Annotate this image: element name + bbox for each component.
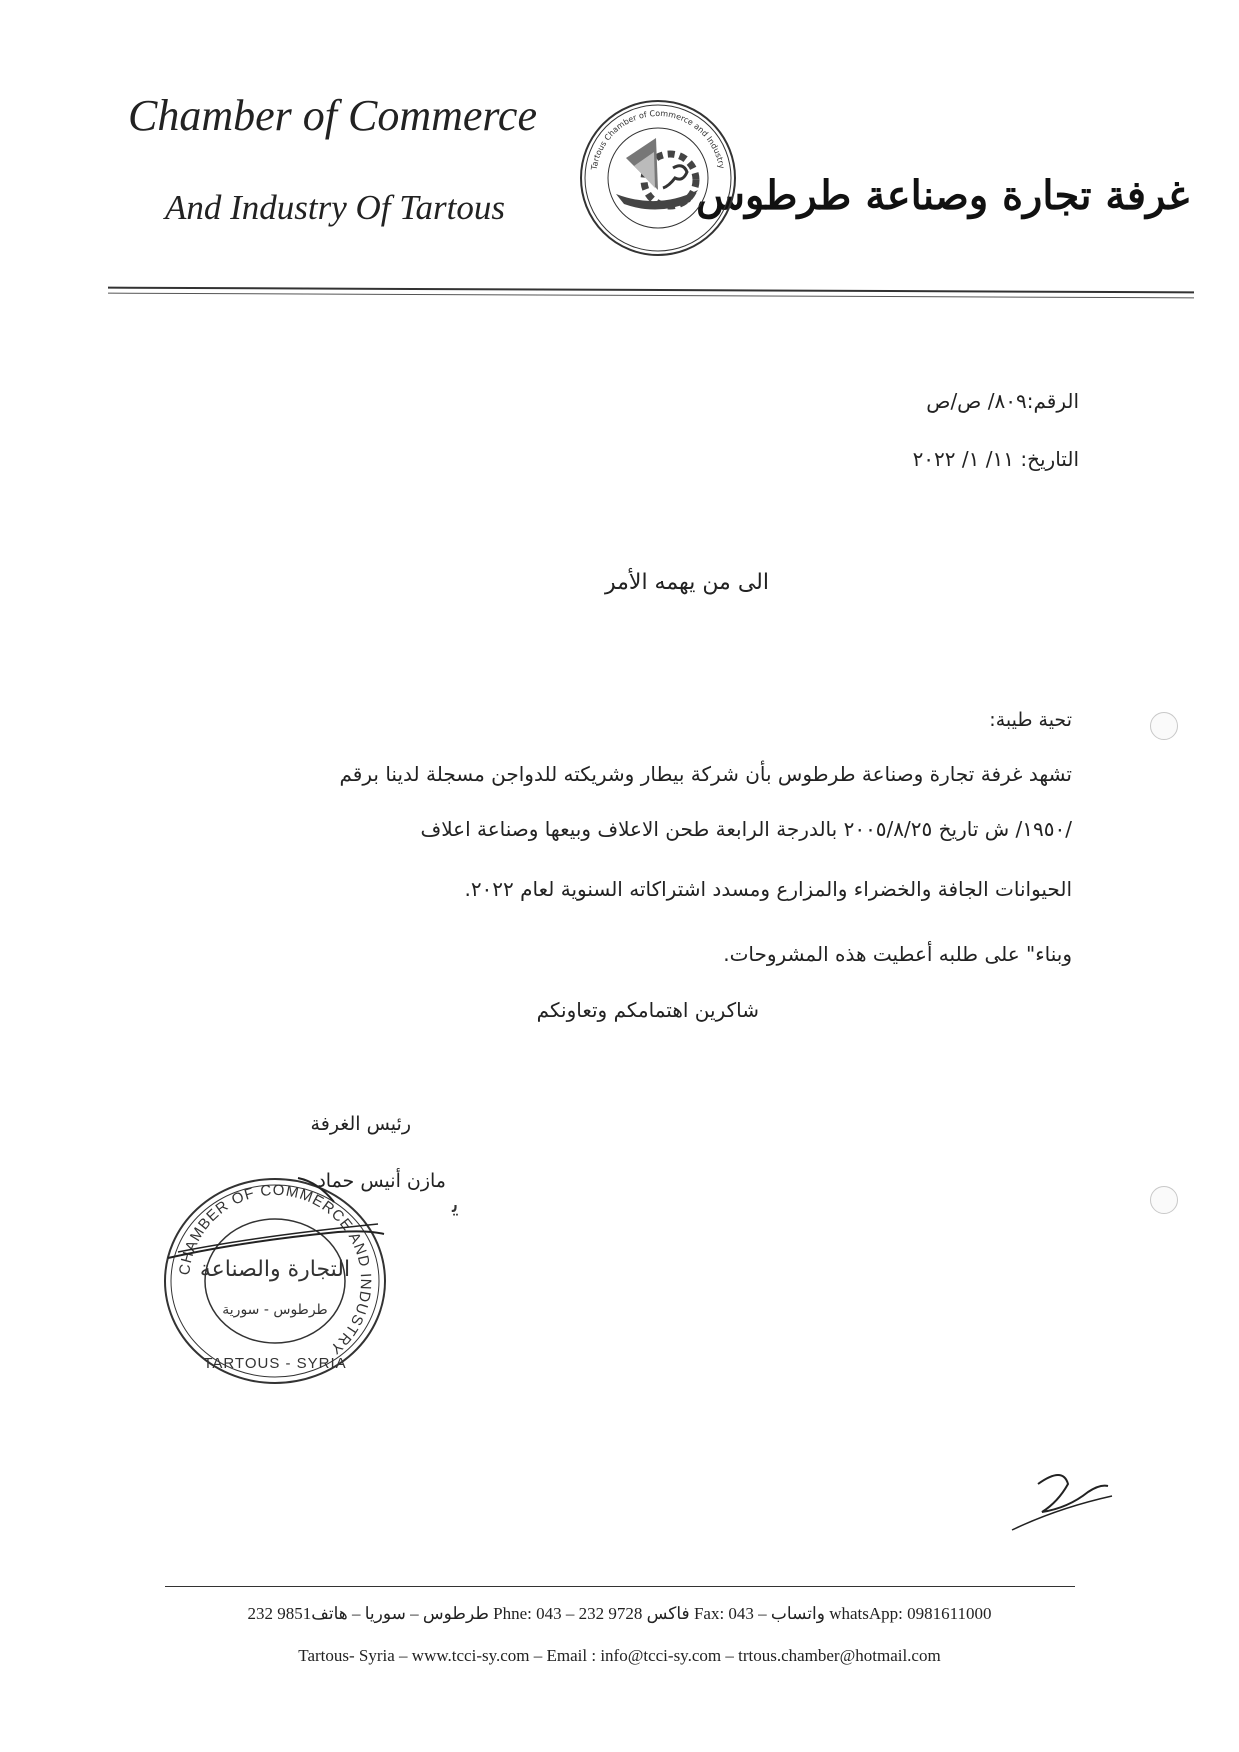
letter-line-3: الحيوانات الجافة والخضراء والمزارع ومسدد اشتراكاته السنوية لعام ٢٠٢٢.: [464, 877, 1072, 901]
svg-text:CHAMBER OF COMMERCE AND INDUST: CHAMBER OF COMMERCE AND INDUSTRY: [176, 1181, 375, 1358]
header-title-ar: غرفة تجارة وصناعة طرطوس: [696, 172, 1189, 219]
official-stamp: [158, 1172, 392, 1390]
letter-line-4: وبناء" على طلبه أعطيت هذه المشروحات.: [723, 942, 1072, 966]
footer-web-line: Tartous- Syria – www.tcci-sy.com – Email : info@tcci-sy.com – trtous.chamber@hotmail.com: [298, 1646, 941, 1665]
signatory-role: رئيس الغرفة: [310, 1113, 411, 1135]
letter-closing: شاكرين اهتمامكم وتعاونكم: [536, 998, 759, 1022]
reference-date: التاريخ: ١١/ ١/ ٢٠٢٢: [912, 447, 1079, 471]
svg-text:TARTOUS - SYRIA: TARTOUS - SYRIA: [203, 1355, 347, 1372]
reference-number: الرقم:٨٠٩/ ص/ص: [926, 389, 1079, 413]
binder-hole-top: [1150, 712, 1178, 740]
svg-text:طرطوس - سورية: طرطوس - سورية: [222, 1302, 328, 1318]
svg-text:التجارة والصناعة: التجارة والصناعة: [199, 1257, 351, 1282]
header-title-en: Chamber of Commerce: [128, 91, 537, 140]
footer-contact-line: طرطوس – سوريا – هاتف9851 232 Phne: 043 – فاكس 9728 232 Fax: 043 – واتساب whatsApp: 0981611000: [247, 1604, 992, 1623]
initials-signature: [1008, 1462, 1118, 1542]
svg-text:Tartous Chamber of Commerce an: Tartous Chamber of Commerce and Industry: [589, 108, 727, 171]
header-subtitle-en: And Industry Of Tartous: [165, 188, 506, 227]
binder-hole-bottom: [1150, 1186, 1178, 1214]
signature-mark-small: ﯾ: [452, 1190, 459, 1218]
letter-addressee: الى من يهمه الأمر: [604, 570, 769, 595]
letter-greeting: تحية طيبة:: [989, 709, 1072, 731]
letter-line-2: /١٩٥٠/ ش تاريخ ٢٠٠٥/٨/٢٥ بالدرجة الرابعة طحن الاعلاف وبيعها وصناعة اعلاف: [420, 817, 1072, 841]
header-divider-thin: [108, 293, 1194, 299]
footer-divider: [165, 1586, 1075, 1587]
signatory-name: مازن أنيس حماد: [317, 1170, 446, 1192]
letter-line-1: تشهد غرفة تجارة وصناعة طرطوس بأن شركة بيطار وشريكته للدواجن مسجلة لدينا برقم: [339, 762, 1072, 786]
chamber-logo: [578, 98, 738, 258]
